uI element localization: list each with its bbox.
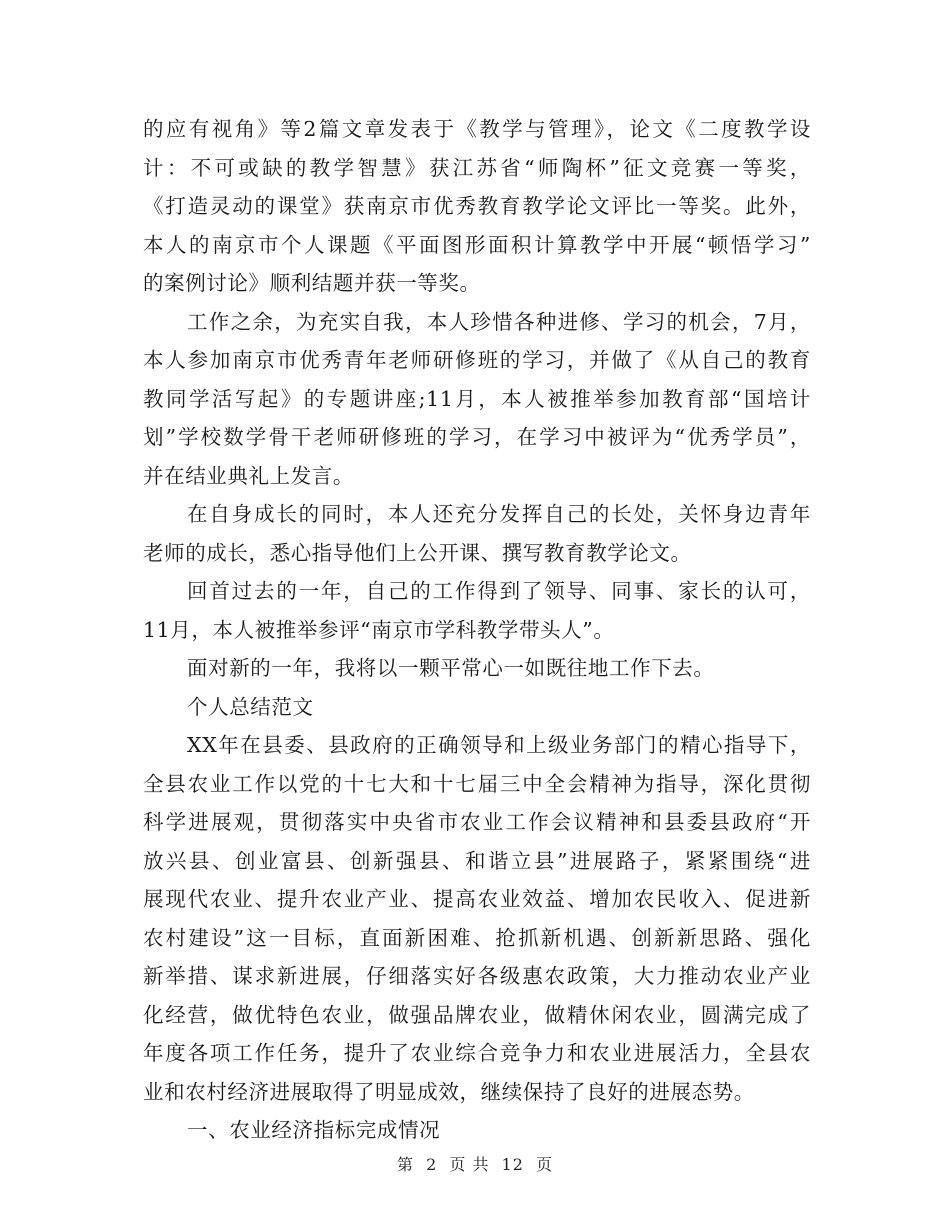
- paragraph-line: 放兴县、创业富县、创新强县、和谐立县”进展路子，紧紧围绕“进: [143, 848, 811, 873]
- paragraph-line: 老师的成长，悉心指导他们上公开课、撰写教育教学论文。: [143, 540, 692, 565]
- paragraph-line: 划”学校数学骨干老师研修班的学习，在学习中被评为“优秀学员”，: [143, 425, 811, 449]
- paragraph-line: 本人参加南京市优秀青年老师研修班的学习，并做了《从自己的教育: [143, 348, 811, 372]
- paragraph-line: 科学进展观，贯彻落实中央省市农业工作会议精神和县委县政府“开: [143, 810, 811, 834]
- paragraph-line: 11月，本人被推举参评“南京市学科教学带头人”。: [143, 617, 615, 642]
- paragraph-line: 新举措、谋求新进展，仔细落实好各级惠农政策，大力推动农业产业: [143, 964, 811, 988]
- footer-prefix: 第: [396, 1155, 414, 1174]
- paragraph-line: 工作之余，为充实自我，本人珍惜各种进修、学习的机会，7月，: [187, 309, 811, 334]
- document-body: [143, 110, 811, 1150]
- paragraph-line: 回首过去的一年，自己的工作得到了领导、同事、家长的认可，: [187, 579, 811, 603]
- paragraph-line: 在自身成长的同时，本人还充分发挥自己的长处，关怀身边青年: [187, 502, 811, 526]
- footer-suffix: 页: [536, 1155, 554, 1174]
- paragraph-line: XX年在县委、县政府的正确领导和上级业务部门的精心指导下，: [187, 733, 811, 757]
- paragraph-line: 本人的南京市个人课题《平面图形面积计算教学中开展“顿悟学习”: [143, 232, 811, 257]
- paragraph-line: 全县农业工作以党的十七大和十七届三中全会精神为指导，深化贯彻: [143, 771, 811, 796]
- paragraph-line: 年度各项工作任务，提升了农业综合竞争力和农业进展活力，全县农: [143, 1041, 811, 1065]
- section-title: 个人总结范文: [187, 694, 314, 719]
- footer-middle: 页 共: [449, 1155, 490, 1174]
- paragraph-line: 业和农村经济进展取得了明显成效，继续保持了良好的进展态势。: [143, 1079, 755, 1104]
- total-pages: 12: [501, 1155, 524, 1174]
- paragraph-line: 《打造灵动的课堂》获南京市优秀教育教学论文评比一等奖。此外，: [143, 194, 811, 218]
- paragraph-line: 展现代农业、提升农业产业、提高农业效益、增加农民收入、促进新: [143, 887, 811, 911]
- paragraph-line: 教同学活写起》的专题讲座;11月，本人被推举参加教育部“国培计: [143, 386, 811, 411]
- paragraph-line: 并在结业典礼上发言。: [143, 463, 354, 488]
- page-number: 2: [426, 1155, 438, 1174]
- paragraph-line: 农村建设”这一目标，直面新困难、抢抓新机遇、创新新思路、强化: [143, 925, 811, 950]
- section-heading: 一、农业经济指标完成情况: [187, 1118, 441, 1142]
- paragraph-line: 计：不可或缺的教学智慧》获江苏省“师陶杯”征文竞赛一等奖，: [143, 155, 811, 180]
- page-footer: [0, 1152, 950, 1175]
- paragraph-line: 的应有视角》等2篇文章发表于《教学与管理》，论文《二度教学设: [143, 117, 811, 141]
- paragraph-line: 面对新的一年，我将以一颗平常心一如既往地工作下去。: [187, 656, 715, 680]
- paragraph-line: 化经营，做优特色农业，做强品牌农业，做精休闲农业，圆满完成了: [143, 1002, 811, 1027]
- paragraph-line: 的案例讨论》顺利结题并获一等奖。: [143, 271, 481, 295]
